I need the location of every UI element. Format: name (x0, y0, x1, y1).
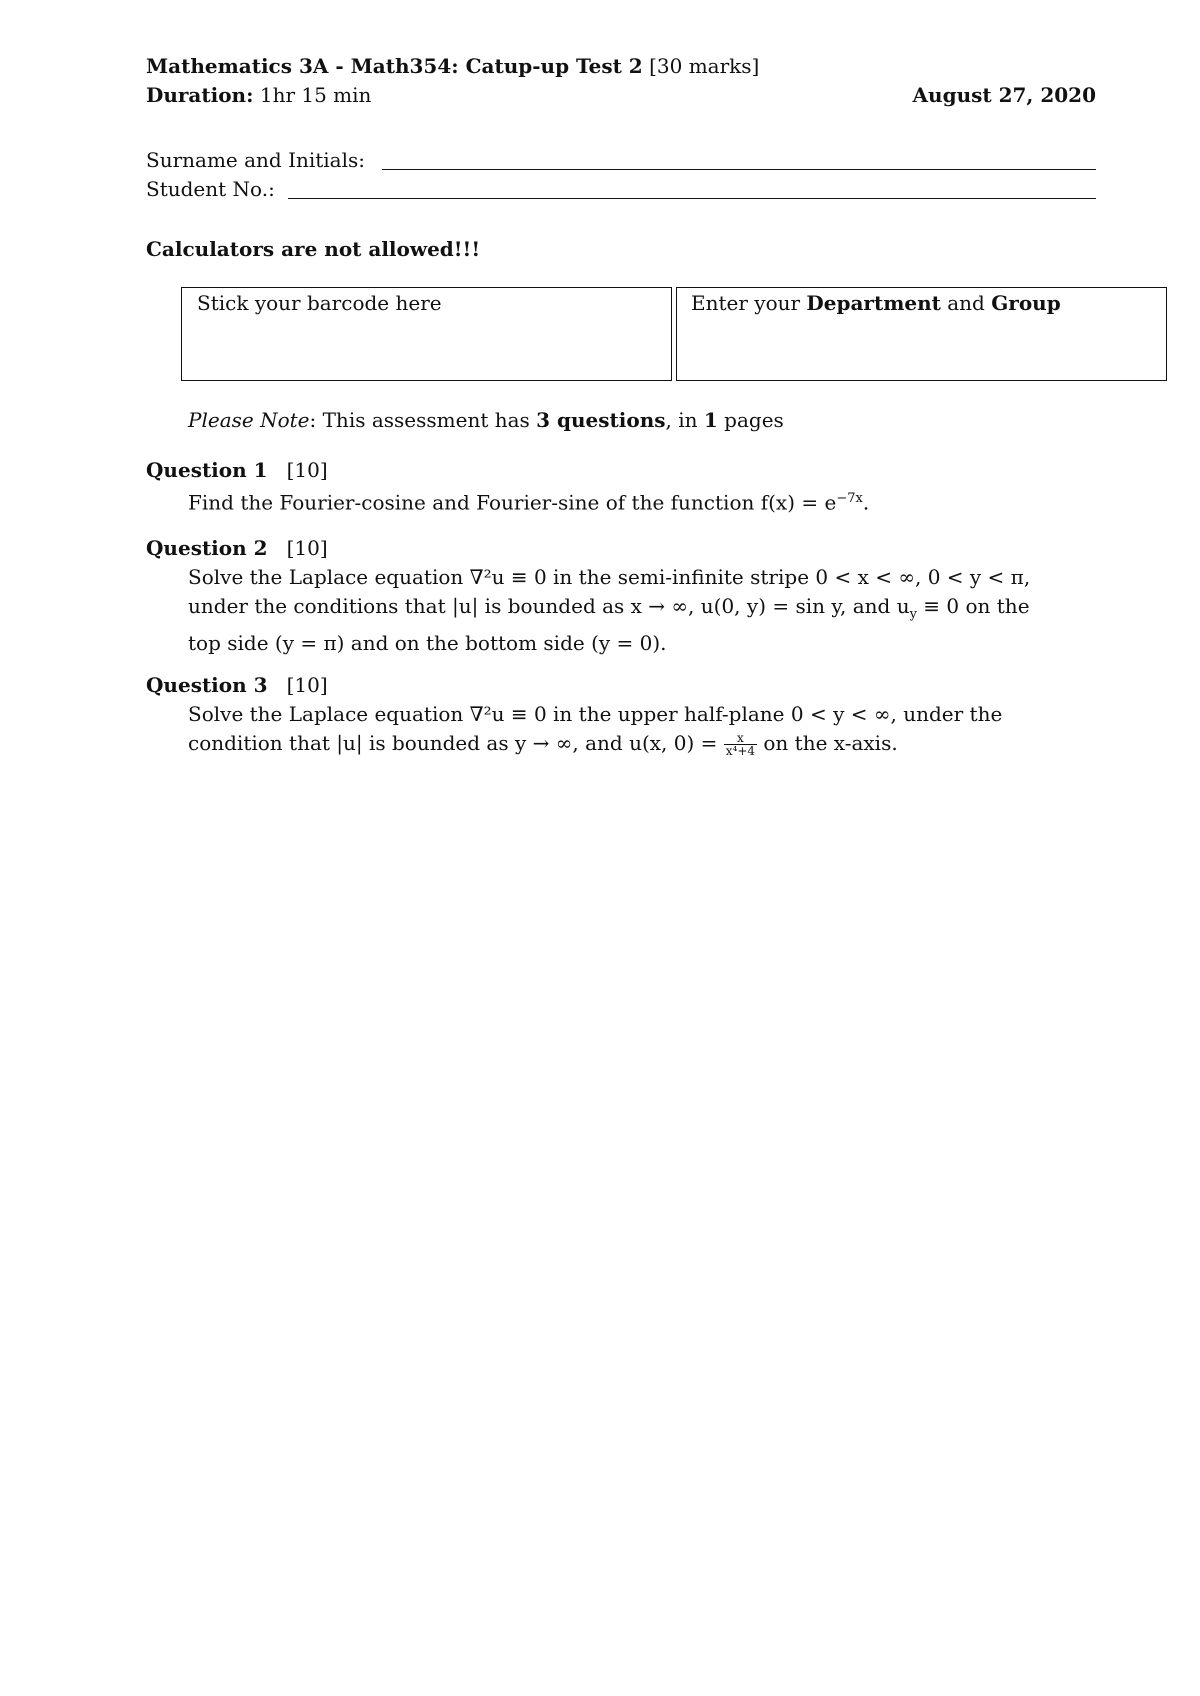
q1-body: Find the Fourier-cosine and Fourier-sine of the function f(x) = e (188, 490, 837, 515)
question-title: Question 2 (146, 536, 268, 560)
q1-tail: . (862, 490, 870, 515)
title-line (146, 54, 759, 78)
q2-subscript: y (909, 607, 917, 622)
question-marks: [10] (286, 536, 328, 560)
note-label: Please Note (188, 408, 310, 432)
total-marks: [30 marks] (649, 54, 760, 78)
note-text1: This assessment has (322, 408, 530, 432)
barcode-box[interactable] (181, 287, 672, 381)
department-label (691, 291, 1061, 315)
question-title: Question 1 (146, 458, 268, 482)
barcode-label: Stick your barcode here (197, 291, 442, 315)
q3-line2 (188, 729, 1094, 758)
q2-line2a: under the conditions that |u| is bounded as x → ∞, u(0, y) = sin y, and u (188, 594, 910, 618)
note-pages-count: 1 (703, 408, 718, 432)
q1-exponent: −7x (836, 491, 863, 506)
department-box[interactable] (676, 287, 1167, 381)
question-3-text (188, 700, 1094, 758)
q2-line3: top side (y = π) and on the bottom side (y = 0). (188, 631, 667, 655)
question-2-heading (146, 536, 328, 560)
note-text3: pages (724, 408, 784, 432)
q3-line1: Solve the Laplace equation ∇²u ≡ 0 in the upper half-plane 0 < y < ∞, under the (188, 702, 1003, 726)
dept-prefix: Enter your (691, 291, 801, 315)
question-title: Question 3 (146, 673, 268, 697)
q2-line1: Solve the Laplace equation ∇²u ≡ 0 in the semi-infinite stripe 0 < x < ∞, 0 < y < π, (188, 565, 1031, 589)
note-colon: : (309, 408, 317, 432)
question-1-heading (146, 458, 328, 482)
calculator-notice: Calculators are not allowed!!! (146, 237, 481, 261)
exam-date: August 27, 2020 (912, 83, 1096, 107)
q3-line2a: condition that |u| is bounded as y → ∞, and u(x, 0) = (188, 731, 718, 755)
student-no-label: Student No.: (146, 177, 275, 201)
q2-line2b: ≡ 0 on the (916, 594, 1030, 618)
note-questions: 3 questions (536, 408, 666, 432)
question-2-text (188, 563, 1094, 658)
note-text2: , in (665, 408, 698, 432)
surname-label: Surname and Initials: (146, 148, 366, 172)
dept-and: and (947, 291, 985, 315)
q3-fraction (724, 732, 757, 757)
duration-line (146, 83, 371, 107)
question-marks: [10] (286, 673, 328, 697)
duration-label: Duration: (146, 83, 254, 107)
q3-line2b: on the x-axis. (763, 731, 898, 755)
surname-field[interactable] (382, 169, 1096, 170)
student-no-field[interactable] (288, 198, 1096, 199)
question-3-heading (146, 673, 328, 697)
course-title: Mathematics 3A - Math354: Catup-up Test 2 (146, 54, 643, 78)
duration-value: 1hr 15 min (259, 83, 372, 107)
dept-word: Department (806, 291, 941, 315)
fraction-denominator: x⁴+4 (725, 744, 756, 758)
fraction-numerator: x (724, 732, 757, 745)
question-1-text (188, 484, 1094, 518)
dept-group: Group (991, 291, 1061, 315)
q2-line2 (188, 592, 1094, 629)
question-marks: [10] (286, 458, 328, 482)
please-note (188, 408, 784, 432)
